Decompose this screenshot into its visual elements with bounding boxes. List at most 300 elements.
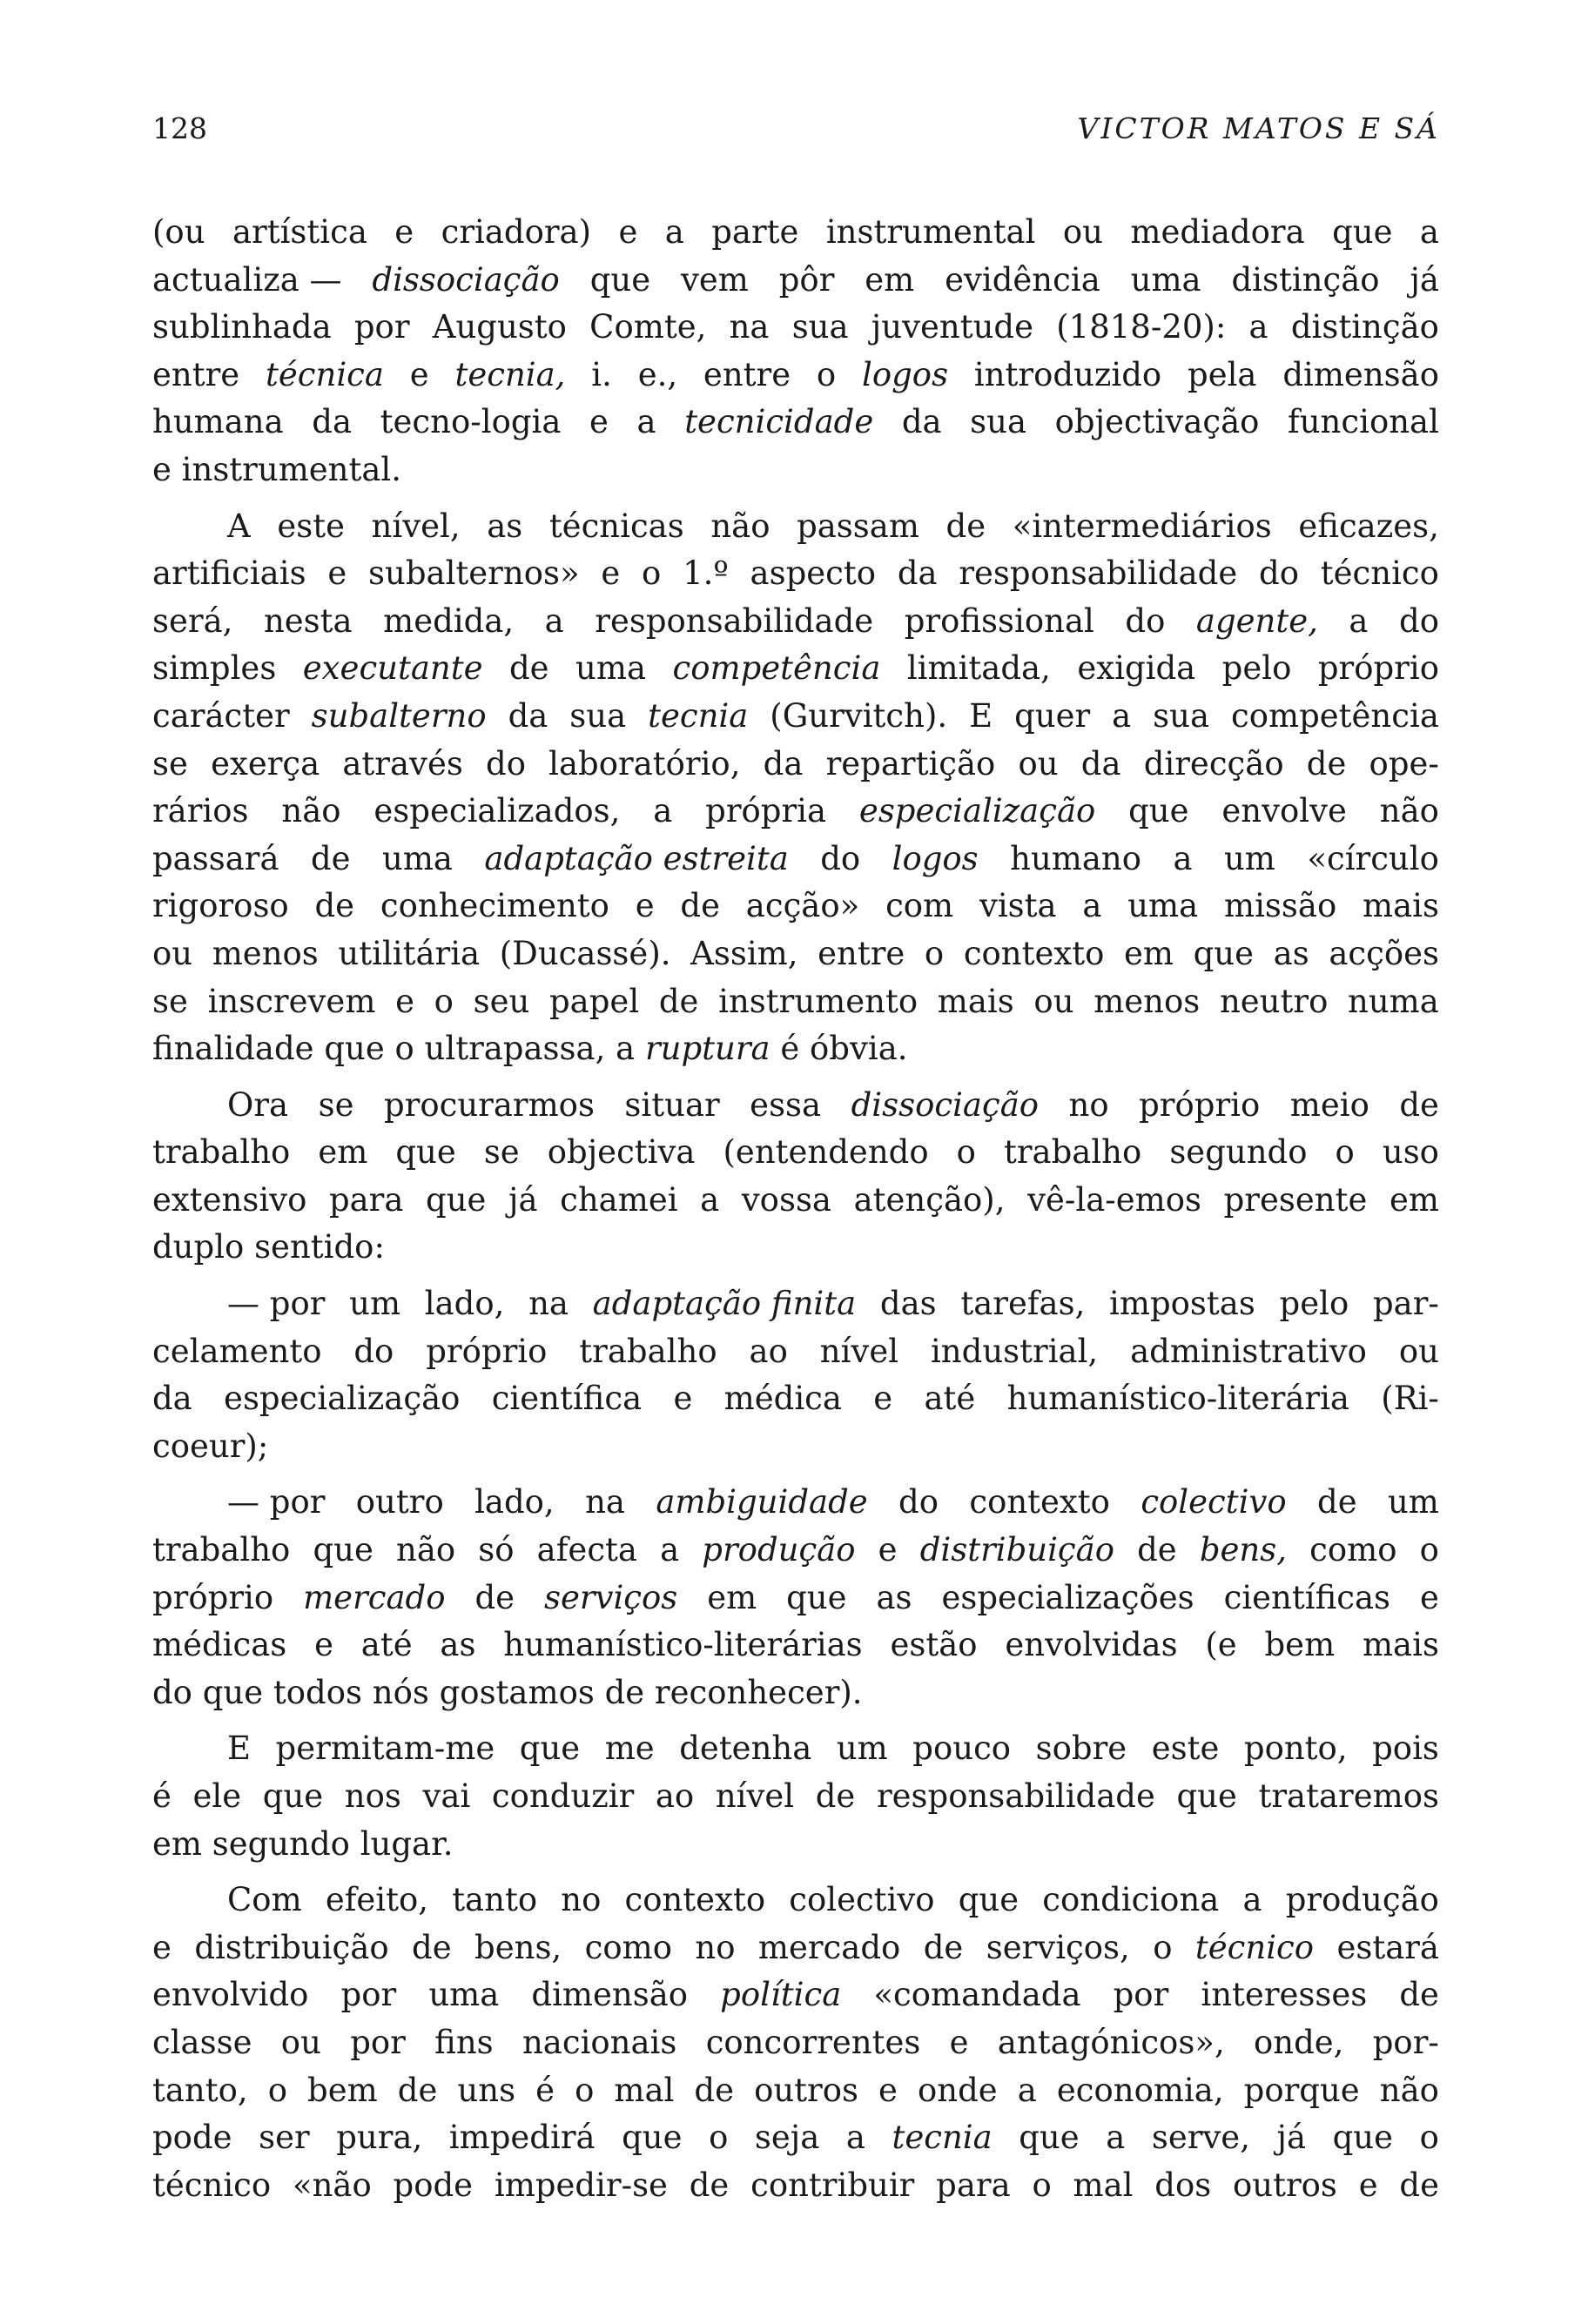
word: bem xyxy=(307,2071,378,2109)
word: procurarmos xyxy=(383,1085,595,1124)
word: para xyxy=(328,1180,404,1219)
word: (Ri- xyxy=(1381,1380,1439,1418)
text-line xyxy=(152,1821,1439,1869)
word: médica xyxy=(723,1380,842,1418)
word: trabalho xyxy=(152,1531,291,1569)
word: que xyxy=(262,1777,324,1815)
word: ao xyxy=(749,1332,788,1370)
word: «círculo xyxy=(1307,839,1439,877)
word: instrumento xyxy=(718,982,918,1020)
word: as xyxy=(1273,934,1309,972)
word: contexto xyxy=(969,1483,1110,1521)
text-line xyxy=(152,503,1439,551)
word: tarefas, xyxy=(960,1285,1086,1323)
text-line xyxy=(152,1725,1439,1773)
text-line xyxy=(152,788,1439,836)
word: humanístico-literárias xyxy=(503,1626,863,1664)
word: ou xyxy=(1033,982,1074,1020)
word: do xyxy=(353,1332,394,1370)
emphasis-word: ruptura xyxy=(644,1030,770,1068)
word: que xyxy=(395,1133,456,1172)
text-line xyxy=(152,1082,1439,1130)
word: não xyxy=(395,1531,456,1569)
word: pelo xyxy=(1279,1285,1349,1323)
word: rários xyxy=(152,792,249,830)
word: contribuir xyxy=(750,2166,915,2204)
word: laboratório, xyxy=(548,744,741,783)
word: competência xyxy=(1231,696,1439,735)
text-line xyxy=(152,645,1439,693)
word: (Gurvitch). xyxy=(770,696,948,735)
text-line xyxy=(152,1479,1439,1527)
word: por xyxy=(350,2023,406,2061)
word: de xyxy=(474,1578,515,1616)
emphasis-word: serviços xyxy=(543,1578,678,1616)
word: vai xyxy=(422,1777,471,1815)
word: o xyxy=(1153,1928,1173,1966)
word: outros xyxy=(754,2071,858,2109)
emphasis-word: dissociação xyxy=(851,1085,1040,1124)
word: na xyxy=(528,1285,569,1323)
word: e xyxy=(949,2023,969,2061)
word: mais xyxy=(1363,887,1439,925)
word: como xyxy=(1309,1531,1397,1569)
word: para xyxy=(936,2166,1011,2204)
word: impedir-se xyxy=(494,2166,668,2204)
word: meio xyxy=(1289,1085,1369,1124)
word: até xyxy=(360,1626,413,1664)
word: tanto xyxy=(452,1881,538,1919)
word: bens, xyxy=(474,1928,562,1966)
text-line xyxy=(152,1177,1439,1225)
word: da xyxy=(897,554,938,593)
word: uma xyxy=(1130,260,1201,299)
word: missão xyxy=(1223,887,1337,925)
text-line xyxy=(152,399,1439,447)
word: responsabilidade xyxy=(876,1777,1155,1815)
word: da xyxy=(312,403,353,441)
word: científicas xyxy=(1223,1578,1391,1616)
emphasis-word: competência xyxy=(672,649,881,688)
word: mais xyxy=(1362,1626,1439,1664)
word: de xyxy=(1399,2166,1439,2204)
emphasis-word: ambiguidade xyxy=(656,1483,868,1521)
emphasis-word: bens, xyxy=(1199,1531,1288,1569)
emphasis-word: adaptação estreita xyxy=(484,839,789,877)
text-line xyxy=(152,1877,1439,1924)
word: simples xyxy=(152,649,277,688)
word: chamei xyxy=(560,1180,678,1219)
word: por xyxy=(340,1976,397,2014)
word: seja xyxy=(754,2119,820,2157)
word: envolvidas xyxy=(1005,1626,1178,1664)
emphasis-word: distribuição xyxy=(919,1531,1114,1569)
word: uma xyxy=(428,1976,500,2014)
word: ele xyxy=(192,1777,242,1815)
word: a xyxy=(1112,696,1132,735)
word: a xyxy=(1248,308,1268,346)
word: conduzir xyxy=(491,1777,635,1815)
word: do xyxy=(1125,601,1166,640)
word: carácter xyxy=(152,696,290,735)
word: direcção xyxy=(1143,744,1284,783)
word: E xyxy=(969,696,993,735)
word: uma xyxy=(382,839,453,877)
emphasis-word: adaptação finita xyxy=(592,1285,857,1323)
word: da xyxy=(152,1380,192,1418)
emphasis-word: tecnia xyxy=(892,2119,992,2157)
word: e xyxy=(878,1531,898,1569)
word: a xyxy=(1106,2119,1126,2157)
word: especializados, xyxy=(373,792,621,830)
word: da xyxy=(1080,744,1121,783)
word: e xyxy=(1358,2166,1378,2204)
word: pura, xyxy=(336,2119,423,2157)
text-line xyxy=(152,693,1439,741)
text-line xyxy=(152,1924,1439,1972)
word: já xyxy=(508,1180,538,1219)
word: ou xyxy=(1018,744,1059,783)
word: classe xyxy=(152,2023,252,2061)
word: e xyxy=(601,554,621,593)
word: Augusto xyxy=(432,308,567,346)
word: acções xyxy=(1329,934,1439,972)
word: como xyxy=(584,1928,672,1966)
word: um xyxy=(1223,839,1275,877)
word: do que todos nós gostamos de reconhecer). xyxy=(152,1673,863,1711)
word: é xyxy=(535,2071,555,2109)
emphasis-word: tecnia, xyxy=(454,355,566,393)
word: nível, xyxy=(371,507,461,545)
word: próprio xyxy=(1317,649,1439,688)
word: outros xyxy=(1233,2166,1337,2204)
word: (ou xyxy=(152,213,205,251)
word: papel xyxy=(549,982,640,1020)
word: mais xyxy=(937,982,1014,1020)
word: em xyxy=(318,1133,368,1172)
word: de xyxy=(412,1928,452,1966)
text-line xyxy=(152,1375,1439,1423)
text-line xyxy=(152,352,1439,400)
page-header xyxy=(152,111,1440,145)
word: a xyxy=(636,403,656,441)
word: quer xyxy=(1014,696,1091,735)
word: «intermediários xyxy=(1012,507,1272,545)
word: em xyxy=(1389,1180,1439,1219)
word: a xyxy=(700,1180,720,1219)
word: (Ducassé). xyxy=(499,934,671,972)
word: no xyxy=(1068,1085,1109,1124)
word: distinção xyxy=(1290,308,1439,346)
paragraph xyxy=(152,1877,1439,2209)
word: que xyxy=(786,1578,847,1616)
word: e xyxy=(618,213,638,251)
word: porque xyxy=(1243,2071,1360,2109)
word: finalidade que o ultrapassa, a xyxy=(152,1030,645,1068)
word: criadora) xyxy=(441,213,592,251)
word: a xyxy=(544,601,564,640)
word: e xyxy=(395,982,414,1020)
word: das xyxy=(879,1285,937,1323)
text-line xyxy=(152,741,1439,789)
word: «não xyxy=(292,2166,372,2204)
word: e xyxy=(314,1626,333,1664)
emphasis-word: dissociação xyxy=(372,260,560,299)
word: onde, xyxy=(1254,2023,1344,2061)
word: se xyxy=(483,1133,520,1172)
text-line xyxy=(152,2162,1439,2210)
word: nacionais xyxy=(521,2023,677,2061)
word: uma xyxy=(575,649,647,688)
word: serve, xyxy=(1151,2119,1250,2157)
word: entre xyxy=(152,355,240,393)
word: onde xyxy=(918,2071,998,2109)
word: Assim, xyxy=(690,934,798,972)
word: o xyxy=(575,2071,595,2109)
word: vossa xyxy=(741,1180,831,1219)
word: passará xyxy=(152,839,279,877)
word: não xyxy=(1379,2071,1439,2109)
word: se xyxy=(152,982,188,1020)
word: no xyxy=(695,1928,736,1966)
word: — por xyxy=(227,1483,326,1521)
word: artística xyxy=(232,213,367,251)
word: de xyxy=(508,649,549,688)
word: — por xyxy=(227,1285,326,1323)
word: com xyxy=(885,887,954,925)
emphasis-word: técnica xyxy=(266,355,384,393)
word: (1818-20): xyxy=(1056,308,1227,346)
word: o xyxy=(267,2071,287,2109)
emphasis-word: política xyxy=(720,1976,842,2014)
word: eficazes, xyxy=(1298,507,1439,545)
word: subalternos» xyxy=(368,554,580,593)
word: exigida xyxy=(1077,649,1196,688)
word: uma xyxy=(1127,887,1199,925)
word: me xyxy=(604,1730,655,1768)
word: ser xyxy=(259,2119,310,2157)
word: industrial, xyxy=(930,1332,1099,1370)
word: sua xyxy=(569,696,627,735)
word: mal xyxy=(614,2071,675,2109)
word: do xyxy=(486,744,526,783)
word: que xyxy=(958,1881,1019,1919)
text-line xyxy=(152,1575,1439,1622)
word: não xyxy=(1379,792,1439,830)
emphasis-word: especialização xyxy=(858,792,1096,830)
word: e xyxy=(409,355,429,393)
paragraph-gap xyxy=(152,1716,1439,1725)
word: passam xyxy=(797,507,919,545)
word: essa xyxy=(750,1085,822,1124)
word: que xyxy=(1332,213,1393,251)
emphasis-word: logos xyxy=(862,355,949,393)
word: pode xyxy=(152,2119,232,2157)
word: estão xyxy=(890,1626,978,1664)
word: é óbvia. xyxy=(770,1030,908,1068)
word: concorrentes xyxy=(705,2023,921,2061)
word: menos xyxy=(1093,982,1201,1020)
word: especialização xyxy=(224,1380,461,1418)
word: humana xyxy=(152,403,284,441)
word: distribuição xyxy=(194,1928,389,1966)
word: permitam-me xyxy=(275,1730,495,1768)
word: trabalho xyxy=(152,1133,291,1172)
word: menos xyxy=(212,934,319,972)
emphasis-word: produção xyxy=(702,1531,856,1569)
word: pôr xyxy=(778,260,835,299)
paragraph xyxy=(152,1280,1439,1470)
word: as xyxy=(876,1578,912,1616)
word: (e xyxy=(1205,1626,1237,1664)
word: em xyxy=(865,260,915,299)
text-line xyxy=(152,1527,1439,1575)
text-line xyxy=(152,550,1439,598)
text-line xyxy=(152,2114,1439,2162)
text-line xyxy=(152,930,1439,978)
word: exerça xyxy=(211,744,320,783)
word: bem xyxy=(1264,1626,1336,1664)
word: e xyxy=(1419,1578,1439,1616)
emphasis-word: tecnia xyxy=(648,696,749,735)
word: técnico xyxy=(1320,554,1439,593)
word: o xyxy=(1419,1531,1439,1569)
word: o xyxy=(816,355,837,393)
word: Comte, xyxy=(589,308,707,346)
text-line xyxy=(152,1622,1439,1669)
word: por- xyxy=(1372,2023,1439,2061)
word: o xyxy=(1032,2166,1052,2204)
word: científica xyxy=(491,1380,643,1418)
word: próprio xyxy=(152,1578,274,1616)
word: um xyxy=(836,1730,888,1768)
text-line xyxy=(152,1224,1439,1272)
paragraph-gap xyxy=(152,1868,1439,1877)
word: a xyxy=(1173,839,1193,877)
word: de xyxy=(314,887,355,925)
word: do xyxy=(898,1483,939,1521)
word: em xyxy=(707,1578,757,1616)
word: e xyxy=(394,213,414,251)
word: aspecto xyxy=(750,554,877,593)
word: do xyxy=(1399,601,1439,640)
word: entre xyxy=(703,355,791,393)
word: medida, xyxy=(383,601,515,640)
word: Com xyxy=(227,1881,302,1919)
word: que xyxy=(519,1730,581,1768)
word: condiciona xyxy=(1042,1881,1220,1919)
word: e xyxy=(589,403,609,441)
word: de xyxy=(1399,1085,1439,1124)
word: será, xyxy=(152,601,233,640)
paragraph-gap xyxy=(152,1272,1439,1280)
text-line xyxy=(152,447,1439,494)
word: contexto xyxy=(624,1881,766,1919)
word: e xyxy=(873,1380,893,1418)
word: sua xyxy=(791,308,849,346)
word: não xyxy=(710,507,770,545)
word: extensivo xyxy=(152,1180,307,1219)
text-line xyxy=(152,209,1439,257)
word: lado, xyxy=(424,1285,505,1323)
word: evidência xyxy=(945,260,1100,299)
word: vista xyxy=(979,887,1057,925)
word: por xyxy=(1113,1976,1169,2014)
word: só xyxy=(478,1531,515,1569)
word: a xyxy=(660,1531,680,1569)
word: e xyxy=(327,554,347,593)
paragraph xyxy=(152,1725,1439,1868)
word: de xyxy=(658,982,699,1020)
word: impedirá xyxy=(448,2119,596,2157)
word: na xyxy=(729,308,770,346)
word: pouco xyxy=(912,1730,1012,1768)
text-line xyxy=(152,883,1439,930)
emphasis-word: executante xyxy=(302,649,483,688)
word: a xyxy=(664,213,684,251)
word: através xyxy=(342,744,463,783)
word: coeur); xyxy=(152,1427,269,1465)
word: administrativo xyxy=(1130,1332,1367,1370)
word: ponto, xyxy=(1243,1730,1348,1768)
word: de xyxy=(815,1777,856,1815)
word: tanto, xyxy=(152,2071,248,2109)
word: e xyxy=(152,1928,172,1966)
word: E xyxy=(227,1730,252,1768)
word: seu xyxy=(473,982,530,1020)
word: de xyxy=(310,839,351,877)
word: o xyxy=(709,2119,729,2157)
word: se xyxy=(152,744,188,783)
word: e xyxy=(673,1380,693,1418)
word: humano xyxy=(1010,839,1142,877)
word: que xyxy=(1176,1777,1237,1815)
word: estará xyxy=(1336,1928,1439,1966)
word: efeito, xyxy=(325,1881,429,1919)
word: ao xyxy=(655,1777,695,1815)
word: própria xyxy=(705,792,827,830)
word: limitada, xyxy=(906,649,1051,688)
paragraph-gap xyxy=(152,2209,1439,2218)
word: de xyxy=(1399,1976,1439,2014)
word: que xyxy=(1019,2119,1080,2157)
text-line xyxy=(152,1129,1439,1177)
word: celamento xyxy=(152,1332,322,1370)
word: i. xyxy=(591,355,612,393)
word: duplo sentido: xyxy=(152,1228,385,1266)
paragraph xyxy=(152,1082,1439,1272)
word: e., xyxy=(637,355,678,393)
word: mercado xyxy=(757,1928,901,1966)
word: de xyxy=(680,887,721,925)
word: segundo xyxy=(1169,1133,1308,1172)
word: pelo xyxy=(1221,649,1292,688)
text-line xyxy=(152,598,1439,646)
word: colectivo xyxy=(789,1881,935,1919)
text-line xyxy=(152,1328,1439,1376)
word: este xyxy=(277,507,345,545)
text-line xyxy=(152,257,1439,305)
word: responsabilidade xyxy=(595,601,874,640)
paragraph-gap xyxy=(152,494,1439,503)
word: a xyxy=(1349,601,1369,640)
word: acção» xyxy=(745,887,860,925)
word: o xyxy=(434,982,454,1020)
word: tecno-logia xyxy=(380,403,562,441)
word: técnicas xyxy=(548,507,684,545)
word: objectivação xyxy=(1054,403,1260,441)
word: (entendendo xyxy=(723,1133,929,1172)
